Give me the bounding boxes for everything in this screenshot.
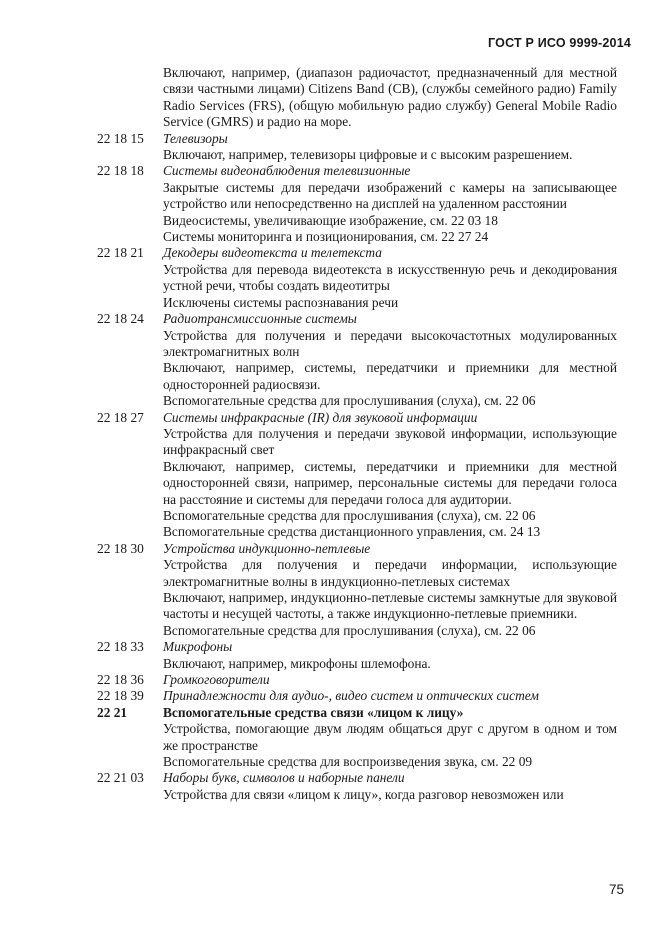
classification-entry	[97, 163, 617, 245]
classification-entry	[97, 410, 617, 541]
intro-paragraph: Включают, например, (диапазон радиочастот, предназначенный для местной связи частными лицами) Citizens Band (CB), (службы семейного радио) Family Radio Services (FRS), (общую мобильную радио службу) General Mobile Radio Service (GMRS) и радио на море.	[163, 65, 617, 130]
entry-title: Принадлежности для аудио-, видео систем и оптических систем	[163, 688, 539, 704]
document-body	[97, 65, 617, 803]
entry-title: Декодеры видеотекста и телетекста	[163, 245, 382, 261]
entry-description: Вспомогательные средства дистанционного управления, см. 24 13	[163, 524, 541, 540]
entry-description: Устройства для получения и передачи высокочастотных модулированных электромагнитных волн	[163, 327, 617, 359]
entry-title: Наборы букв, символов и наборные панели	[163, 770, 405, 786]
entry-title: Системы видеонаблюдения телевизионные	[163, 163, 411, 179]
entry-description: Устройства для получения и передачи звуковой информации, использующие инфракрасный свет	[163, 425, 617, 458]
entry-title: Микрофоны	[163, 639, 233, 655]
entry-description: Вспомогательные средства для прослушивания (слуха), см. 22 06	[163, 507, 536, 523]
entry-code: 22 18 27	[97, 409, 144, 425]
entry-code: 22 18 39	[97, 688, 144, 704]
entry-code: 22 18 21	[97, 245, 144, 261]
page-number: 75	[608, 882, 624, 897]
classification-entry	[97, 541, 617, 639]
intro-block	[97, 65, 617, 131]
entry-title: Системы инфракрасные (IR) для звуковой информации	[163, 409, 478, 425]
entry-description: Устройства для перевода видеотекста в искусственную речь и декодирования устной речи, чтобы создать видеотитры	[163, 261, 617, 294]
entry-description: Включают, например, индукционно-петлевые системы замкнутые для звуковой частоты и несущей частоты, а также индукционно-петлевые приемники.	[163, 590, 617, 622]
entry-description: Устройства для получения и передачи информации, использующие электромагнитные волны в индукционно-петлевых системах	[163, 557, 617, 589]
entry-code: 22 18 36	[97, 672, 144, 688]
entry-title: Радиотрансмиссионные системы	[163, 311, 357, 327]
classification-entry	[97, 131, 617, 164]
classification-entry	[97, 639, 617, 672]
entry-code: 22 21 03	[97, 770, 144, 786]
entry-code: 22 18 30	[97, 540, 144, 556]
entry-code: 22 18 15	[97, 130, 144, 146]
entry-description: Включают, например, микрофоны шлемофона.	[163, 655, 431, 671]
classification-entries	[97, 131, 617, 804]
entry-title: Устройства индукционно-петлевые	[163, 540, 371, 556]
classification-entry	[97, 770, 617, 803]
entry-description: Видеосистемы, увеличивающие изображение, см. 22 03 18	[163, 212, 498, 228]
entry-code: 22 18 33	[97, 639, 144, 655]
entry-description: Устройства для связи «лицом к лицу», когда разговор невозможен или	[163, 786, 564, 802]
entry-description: Исключены системы распознавания речи	[163, 294, 399, 310]
entry-code: 22 18 24	[97, 311, 144, 327]
classification-entry	[97, 672, 617, 688]
entry-description: Вспомогательные средства для прослушивания (слуха), см. 22 06	[163, 393, 536, 409]
entry-code: 22 18 18	[97, 163, 144, 179]
document-header: ГОСТ Р ИСО 9999-2014	[488, 36, 631, 50]
entry-description: Включают, например, системы, передатчики и приемники для местной односторонней связи, например, персональные системы для передачи голоса на расстояние и системы для передачи голоса для аудитории.	[163, 458, 617, 507]
entry-description: Закрытые системы для передачи изображений с камеры на записывающее устройство или непосредственно на дисплей на удаленном расстоянии	[163, 179, 617, 212]
entry-title: Телевизоры	[163, 130, 228, 146]
entry-description: Устройства, помогающие двум людям общаться друг с другом в одном и том же пространстве	[163, 721, 617, 753]
entry-description: Системы мониторинга и позиционирования, см. 22 27 24	[163, 229, 489, 245]
classification-entry	[97, 311, 617, 409]
classification-entry	[97, 688, 617, 704]
entry-title: Вспомогательные средства связи «лицом к лицу»	[163, 704, 464, 720]
classification-entry	[97, 245, 617, 311]
entry-description: Вспомогательные средства для прослушивания (слуха), см. 22 06	[163, 622, 536, 638]
classification-entry	[97, 705, 617, 771]
entry-description: Включают, например, телевизоры цифровые и с высоким разрешением.	[163, 147, 573, 163]
entry-description: Вспомогательные средства для воспроизведения звука, см. 22 09	[163, 754, 533, 770]
entry-code: 22 21	[97, 704, 128, 720]
entry-title: Громкоговорители	[163, 672, 270, 688]
entry-description: Включают, например, системы, передатчики и приемники для местной односторонней радиосвязи.	[163, 360, 617, 392]
